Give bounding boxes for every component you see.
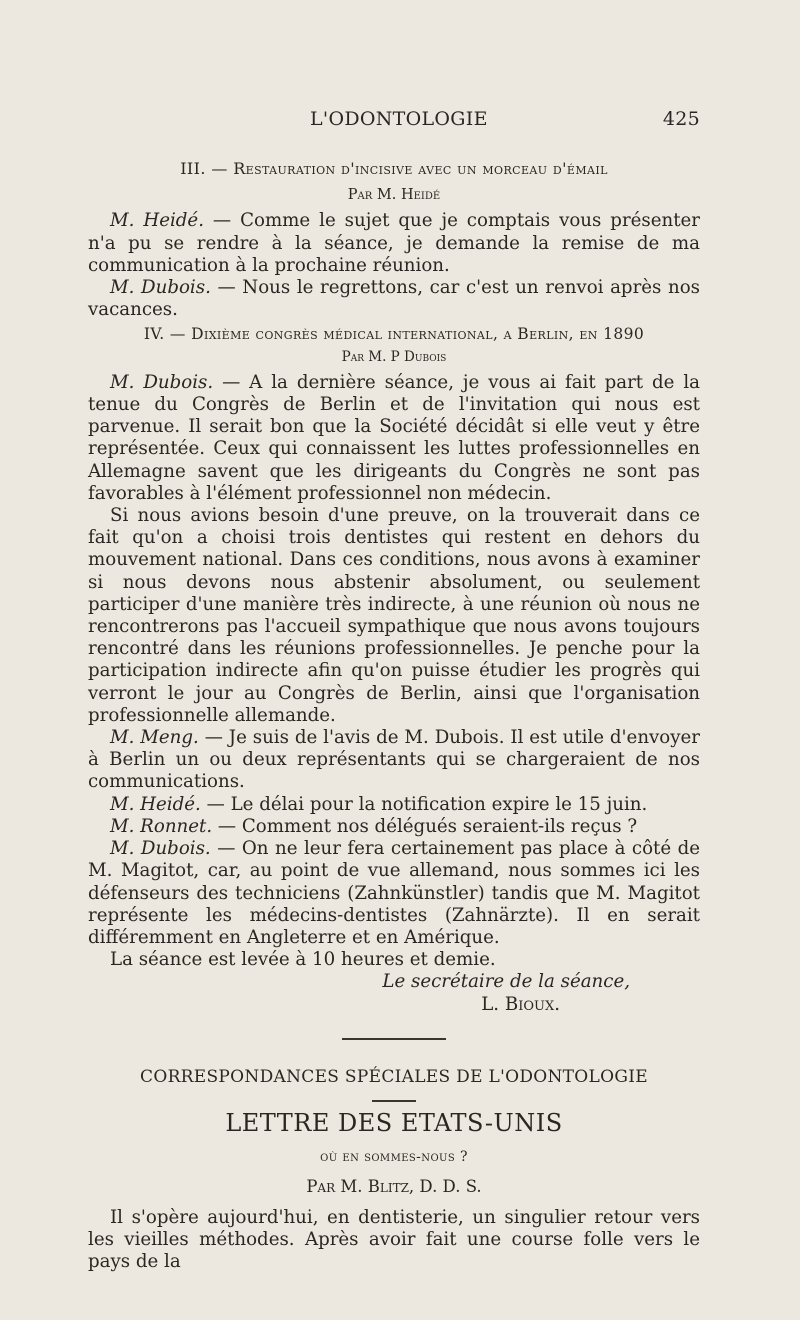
journal-title: L'ODONTOLOGIE: [310, 108, 488, 130]
signature-name: L. Bioux.: [481, 993, 560, 1015]
heading-divider: [372, 1100, 416, 1102]
speaker: M. Heidé.: [110, 210, 204, 232]
paragraph: [88, 838, 700, 949]
section-4-title: IV. — Dixième congrès médical international, a Berlin, en 1890: [143, 325, 645, 344]
letter-byline: Par M. Blitz, D. D. S.: [306, 1177, 482, 1197]
signature-role: Le secrétaire de la séance,: [382, 971, 630, 993]
speaker: M. Dubois.: [110, 371, 214, 393]
paragraph-text: — Je suis de l'avis de M. Dubois. Il est utile d'envoyer à Berlin un ou deux représentants qui se chargeraient de nos communications.: [88, 727, 700, 793]
speaker: M. Meng.: [110, 727, 199, 749]
paragraph: [88, 372, 700, 505]
letter-subtitle: où en sommes-nous ?: [320, 1149, 468, 1166]
speaker: M. Dubois.: [110, 277, 211, 299]
section-divider: [342, 1038, 446, 1040]
paragraph: [88, 816, 700, 838]
page-number: 425: [662, 108, 700, 130]
paragraph: [88, 949, 700, 971]
paragraph-text: Si nous avions besoin d'une preuve, on la trouverait dans ce fait qu'on a choisi trois dentistes qui restent en dehors du mouvement national. Dans ces conditions, nous avons à examiner si nous devons nous abstenir absolument, ou seulement participer d'une manière très indirecte, à une réunion où nous ne rencontrerons pas l'accueil sympathique que nous avons toujours rencontré dans les réunions professionnelles. Je penche pour la participation indirecte afin qu'on puisse étudier les progrès qui verront le jour au Congrès de Berlin, ainsi que l'organisation professionnelle allemande.: [88, 505, 700, 726]
paragraph-text: La séance est levée à 10 heures et demie.: [110, 949, 496, 971]
section-4-byline: Par M. P Dubois: [341, 348, 447, 365]
speaker: M. Ronnet.: [110, 815, 213, 837]
paragraph-text: — Comme le sujet que je comptais vous présenter n'a pu se rendre à la séance, je demande la remise de ma communication à la prochaine réunion.: [88, 210, 700, 276]
paragraph: [88, 1207, 700, 1274]
letter-title: LETTRE DES ETATS-UNIS: [225, 1108, 563, 1137]
paragraph-text: — A la dernière séance, je vous ai fait part de la tenue du Congrès de Berlin et de l'invitation qui nous est parvenue. Il serait bon que la Société décidât si elle veut y être représentée. Ceux qui connaissent les luttes professionnelles en Allemagne savent que les dirigeants du Congrès ne sont pas favorables à l'élément professionnel non médecin.: [88, 371, 700, 504]
paragraph: [88, 210, 700, 277]
paragraph-text: Il s'opère aujourd'hui, en dentisterie, un singulier retour vers les vieilles méthodes. Après avoir fait une course folle vers le pays de la: [88, 1206, 700, 1272]
paragraph: [88, 505, 700, 727]
paragraph-text: — Nous le regrettons, car c'est un renvoi après nos vacances.: [88, 277, 700, 321]
speaker: M. Heidé.: [110, 793, 201, 815]
page: [88, 108, 700, 1273]
correspondence-heading: CORRESPONDANCES SPÉCIALES DE L'ODONTOLOGIE: [140, 1066, 648, 1087]
paragraph-text: — Le délai pour la notification expire le 15 juin.: [200, 793, 648, 815]
paragraph-text: — On ne leur fera certainement pas place à côté de M. Magitot, car, au point de vue allemand, nous sommes ici les défenseurs des techniciens (Zahnkünstler) tandis que M. Magitot représente les médecins-dentistes (Zahnärzte). Il en serait différemment en Angleterre et en Amérique.: [88, 838, 700, 948]
running-header: [88, 108, 700, 140]
paragraph: [88, 727, 700, 794]
speaker: M. Dubois.: [110, 838, 211, 860]
paragraph-text: — Comment nos délégués seraient-ils reçus ?: [212, 815, 638, 837]
paragraph: [88, 277, 700, 321]
paragraph: [88, 794, 700, 816]
section-3-byline: Par M. Heidé: [347, 187, 441, 204]
section-3-title: III. — Restauration d'incisive avec un morceau d'émail: [180, 159, 608, 178]
